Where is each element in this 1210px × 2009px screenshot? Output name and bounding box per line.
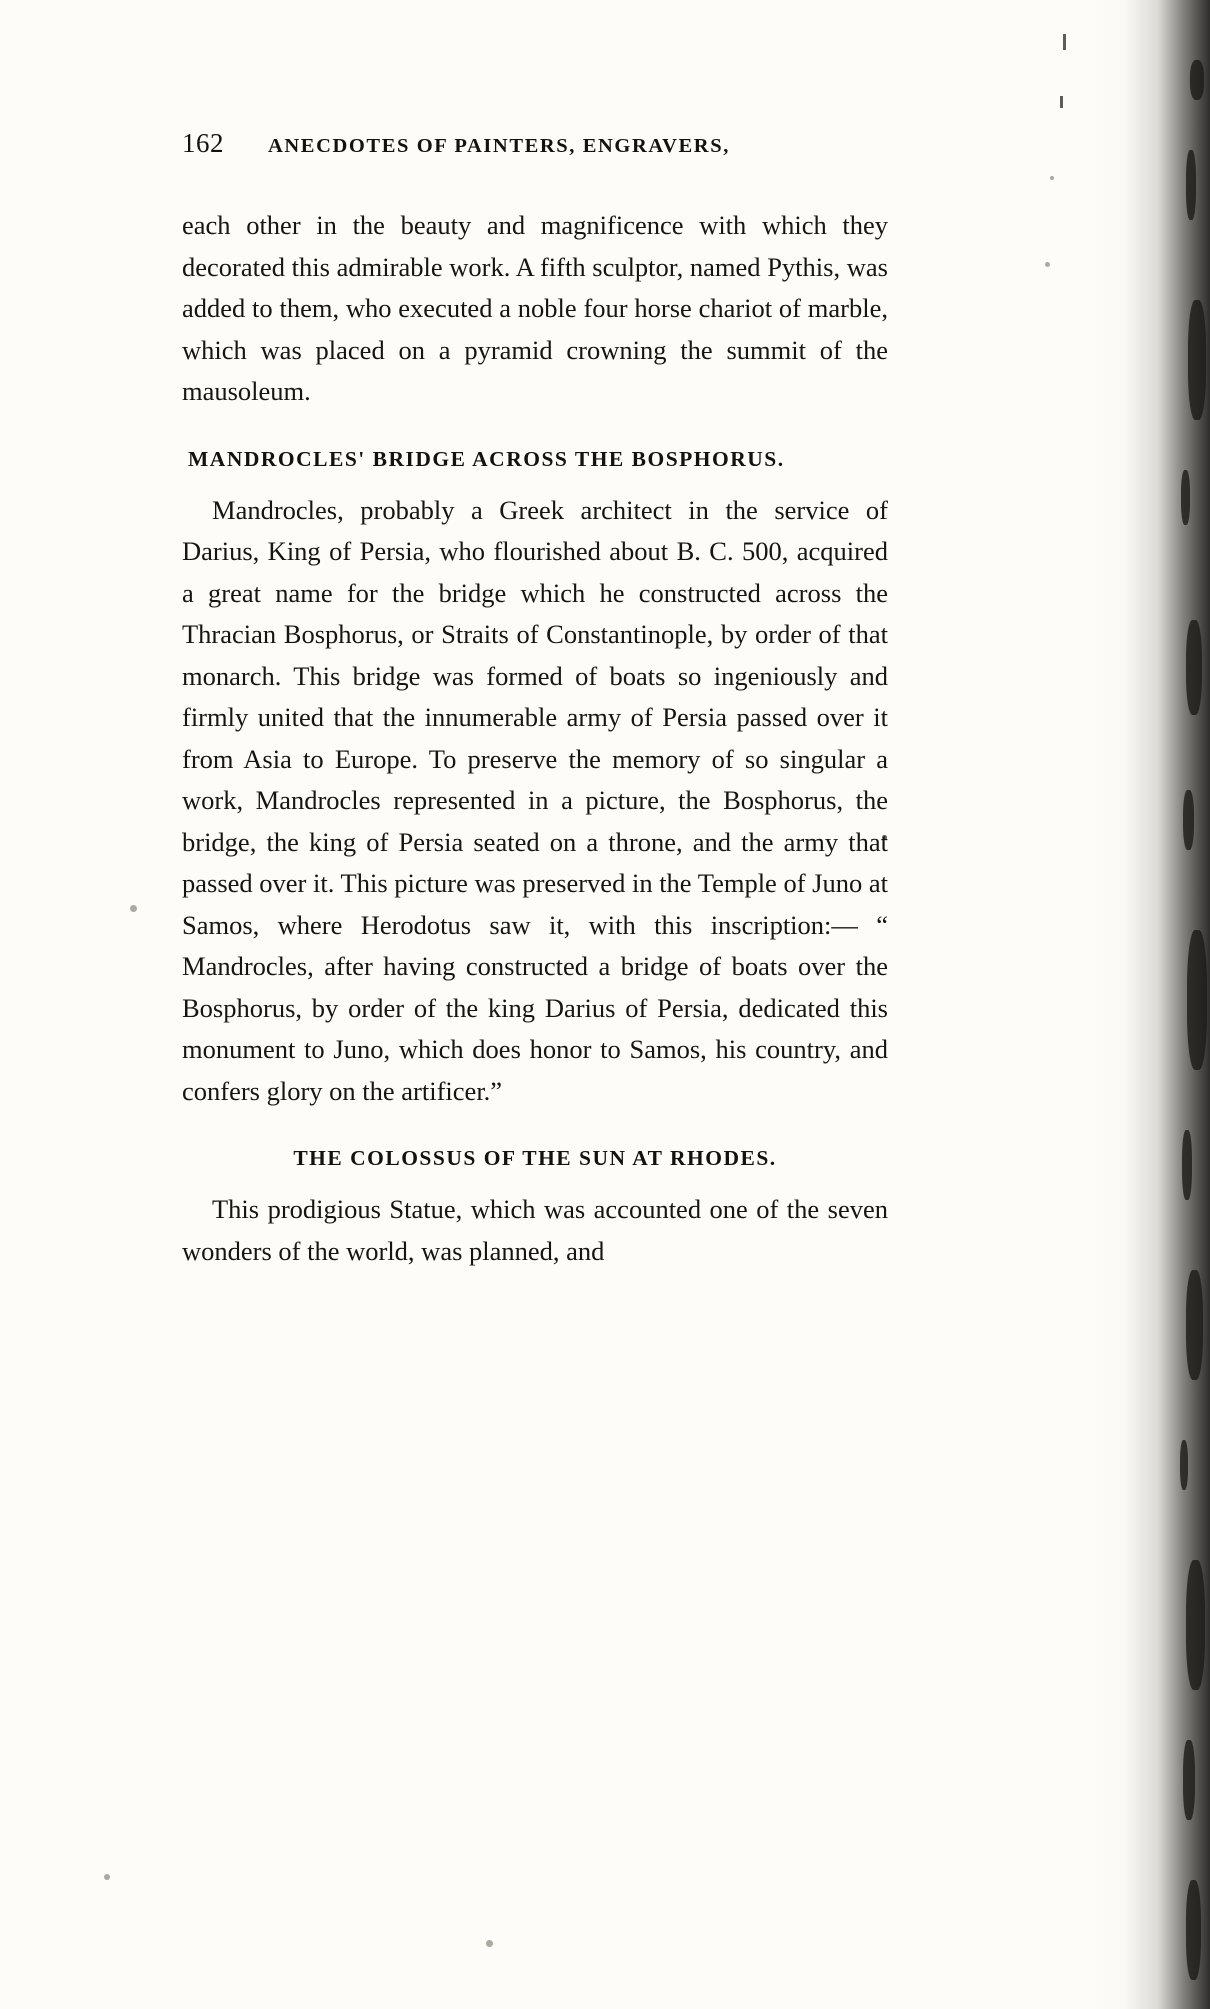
page-content — [182, 128, 888, 1278]
page-number: 162 — [182, 128, 224, 158]
paragraph-colossus: This prodigious Statue, which was accounted one of the seven wonders of the world, was planned, and — [182, 1194, 888, 1266]
paragraph-mausoleum: each other in the beauty and magnificence with which they decorated this admirable work. A fifth sculptor, named Pythis, was added to them, who executed a noble four horse chariot of marble, which was placed on a pyramid crowning the summit of the mausoleum. — [182, 210, 888, 406]
section-heading-mandrocles: MANDROCLES' BRIDGE ACROSS THE BOSPHORUS. — [188, 446, 785, 471]
scan-tick — [1060, 96, 1063, 108]
scan-edge-flecks — [1092, 0, 1210, 2009]
running-head — [182, 128, 888, 159]
scan-speckle — [104, 1874, 110, 1880]
scan-edge-shadow — [1092, 0, 1210, 2009]
scan-speckle — [1050, 176, 1054, 180]
scan-speckle — [130, 905, 137, 912]
scan-tick — [1063, 34, 1066, 50]
section-heading-colossus: THE COLOSSUS OF THE SUN AT RHODES. — [293, 1146, 777, 1170]
scan-speckle — [486, 1940, 493, 1947]
scan-speckle — [1045, 262, 1050, 267]
paragraph-mandrocles: Mandrocles, probably a Greek architect in the service of Darius, King of Persia, who flourished about B. C. 500, acquired a great name for the bridge which he constructed across the Thracian Bosphorus, or Straits of Constantinople, by order of that monarch. This bridge was formed of boats so ingeniously and firmly united that the innumerable army of Persia passed over it from Asia to Europe. To preserve the memory of so singular a work, Mandrocles represented in a picture, the Bosphorus, the bridge, the king of Persia seated on a throne, and the army that passed over it. This picture was preserved in the Temple of Juno at Samos, where Herodotus saw it, with this inscription:— “ Mandrocles, after having constructed a bridge of boats over the Bosphorus, by order of the king Darius of Persia, dedicated this monument to Juno, which does honor to Samos, his country, and confers glory on the artificer.” — [182, 494, 888, 1106]
running-head-title: ANECDOTES OF PAINTERS, ENGRAVERS, — [268, 135, 730, 157]
